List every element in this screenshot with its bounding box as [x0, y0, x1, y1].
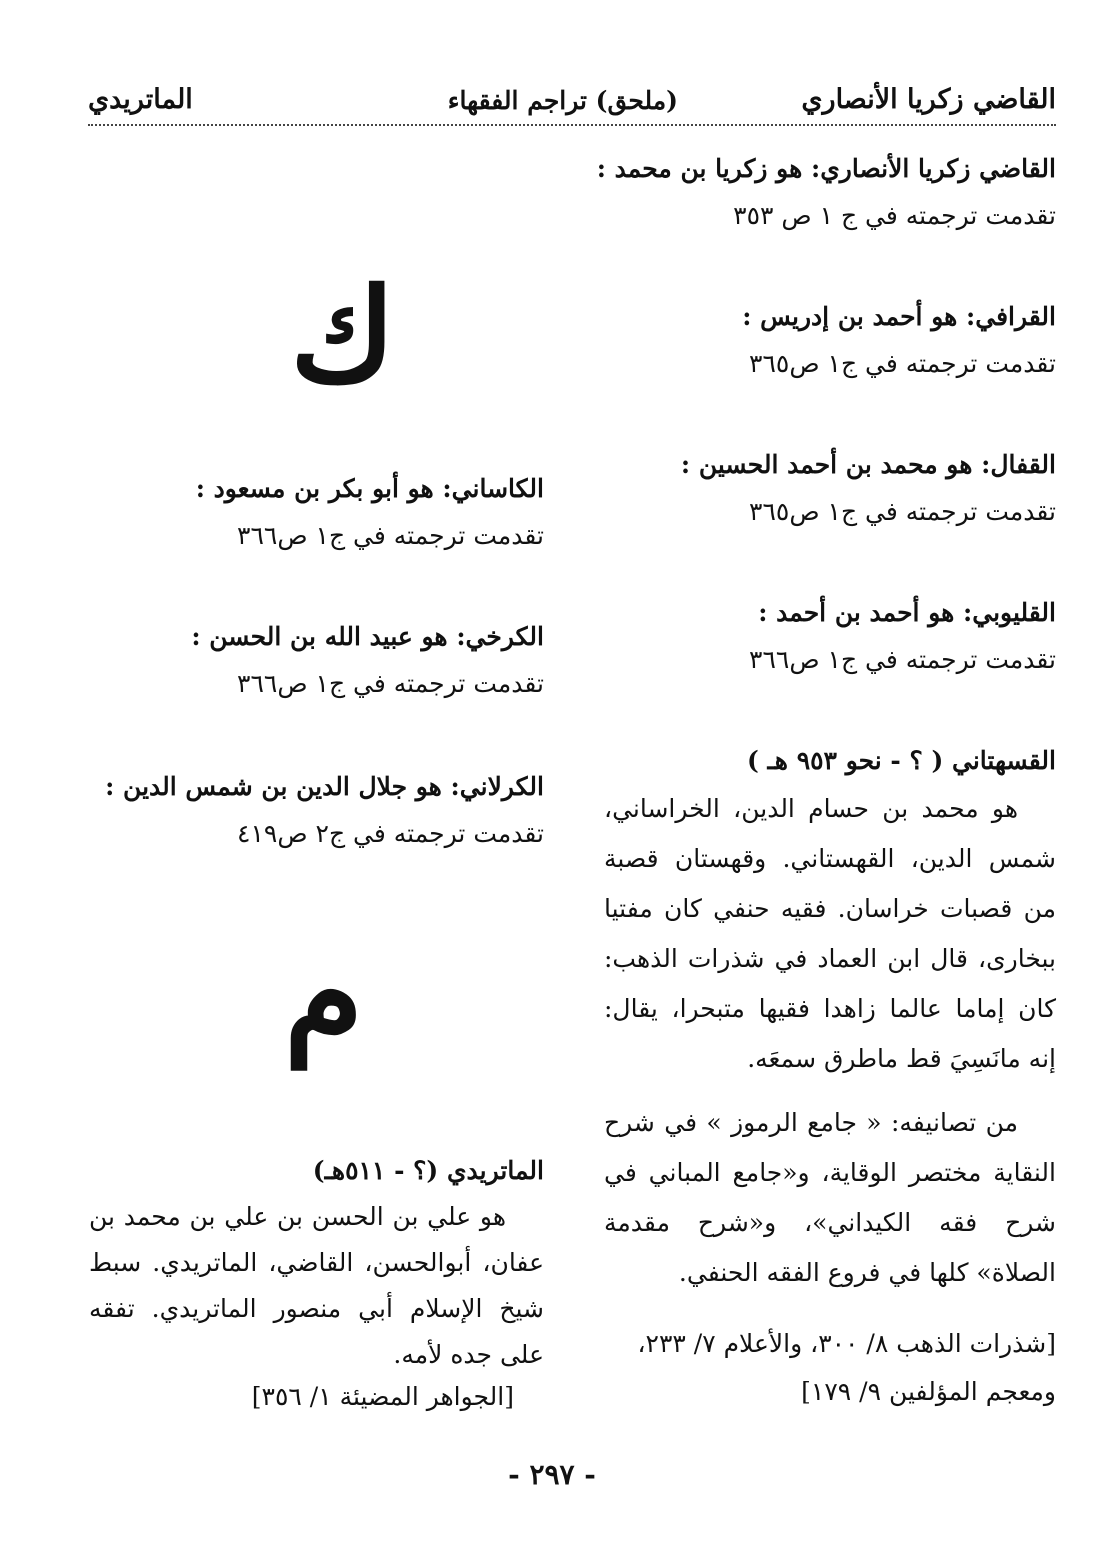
entry-description: هو عبيد الله بن الحسن :	[191, 622, 448, 651]
entry-name: القفال:	[981, 450, 1056, 479]
entry-works: من تصانيفه: « جامع الرموز » في شرح النقاية مختصر الوقاية، و«جامع المباني في شرح فقه الكيداني»، و«شرح مقدمة الصلاة» كلها في فروع الفقه الحنفي.	[604, 1108, 1056, 1287]
entry-kasani	[89, 466, 544, 560]
running-header	[88, 80, 1056, 126]
entry-name: الكرخي:	[456, 622, 544, 651]
entry-title: الماتريدي (؟ - ٥١١هـ)	[312, 1156, 544, 1185]
entry-reference: تقدمت ترجمته في ج ١ ص ٣٥٣	[733, 201, 1056, 230]
entry-name: القرافي:	[966, 302, 1056, 331]
entry-qaffal	[604, 442, 1056, 536]
entry-description: هو جلال الدين بن شمس الدين :	[105, 772, 442, 801]
entry-reference: تقدمت ترجمته في ج٢ ص٤١٩	[237, 819, 544, 848]
entry-biography: هو محمد بن حسام الدين، الخراساني، شمس الدين، القهستاني. وقهستان قصبة من قصبات خراسان. فقيه حنفي كان مفتيا ببخارى، قال ابن العماد في شذرات الذهب: كان إماما عالما زاهدا فقيها متبحرا، يقال: إنه مانَسِيَ قط ماطرق سمعَه.	[604, 794, 1056, 1073]
entry-maturidi	[89, 1148, 544, 1416]
entry-reference: تقدمت ترجمته في ج١ ص٣٦٥	[749, 497, 1056, 526]
entry-description: هو زكريا بن محمد :	[596, 154, 803, 183]
entry-reference: تقدمت ترجمته في ج١ ص٣٦٦	[749, 645, 1056, 674]
header-left-title: الماتريدي	[88, 84, 193, 115]
entry-name: الكاساني:	[442, 474, 544, 503]
entry-zakariya	[596, 146, 1056, 240]
entry-name: القاضي زكريا الأنصاري:	[811, 154, 1056, 183]
entry-reference: تقدمت ترجمته في ج١ ص٣٦٥	[749, 349, 1056, 378]
entry-description: هو أحمد بن إدريس :	[742, 302, 958, 331]
page-number: - ٢٩٧ -	[508, 1458, 596, 1491]
entry-qalyubi	[604, 590, 1056, 684]
entry-reference: تقدمت ترجمته في ج١ ص٣٦٦	[237, 669, 544, 698]
entry-title: القسهتاني ( ؟ - نحو ٩٥٣ هـ )	[746, 746, 1056, 775]
entry-citation: [الجواهر المضيئة ١/ ٣٥٦]	[251, 1382, 514, 1411]
header-center-title: (ملحق) تراجم الفقهاء	[447, 86, 678, 115]
entry-quhistani	[604, 738, 1056, 1416]
section-letter-mim: م	[284, 919, 364, 1069]
entry-description: هو محمد بن أحمد الحسين :	[680, 450, 973, 479]
entry-qarafi	[604, 294, 1056, 388]
entry-name: القليوبي:	[963, 598, 1056, 627]
entry-kurlani	[89, 764, 544, 858]
header-right-title: القاضي زكريا الأنصاري	[801, 84, 1056, 115]
entry-name: الكرلاني:	[450, 772, 544, 801]
entry-citation: [شذرات الذهب ٨/ ٣٠٠، والأعلام ٧/ ٢٣٣، ومعجم المؤلفين ٩/ ١٧٩]	[637, 1329, 1056, 1406]
section-letter-kaf: ك	[290, 261, 396, 411]
entry-reference: تقدمت ترجمته في ج١ ص٣٦٦	[237, 521, 544, 550]
entry-description: هو أبو بكر بن مسعود :	[195, 474, 434, 503]
entry-biography: هو علي بن الحسن بن علي بن محمد بن عفان، أبوالحسن، القاضي، الماتريدي. سبط شيخ الإسلام أبي منصور الماتريدي. تفقه على جده لأمه.	[89, 1202, 544, 1369]
entry-karkhi	[89, 614, 544, 708]
entry-description: هو أحمد بن أحمد :	[758, 598, 955, 627]
